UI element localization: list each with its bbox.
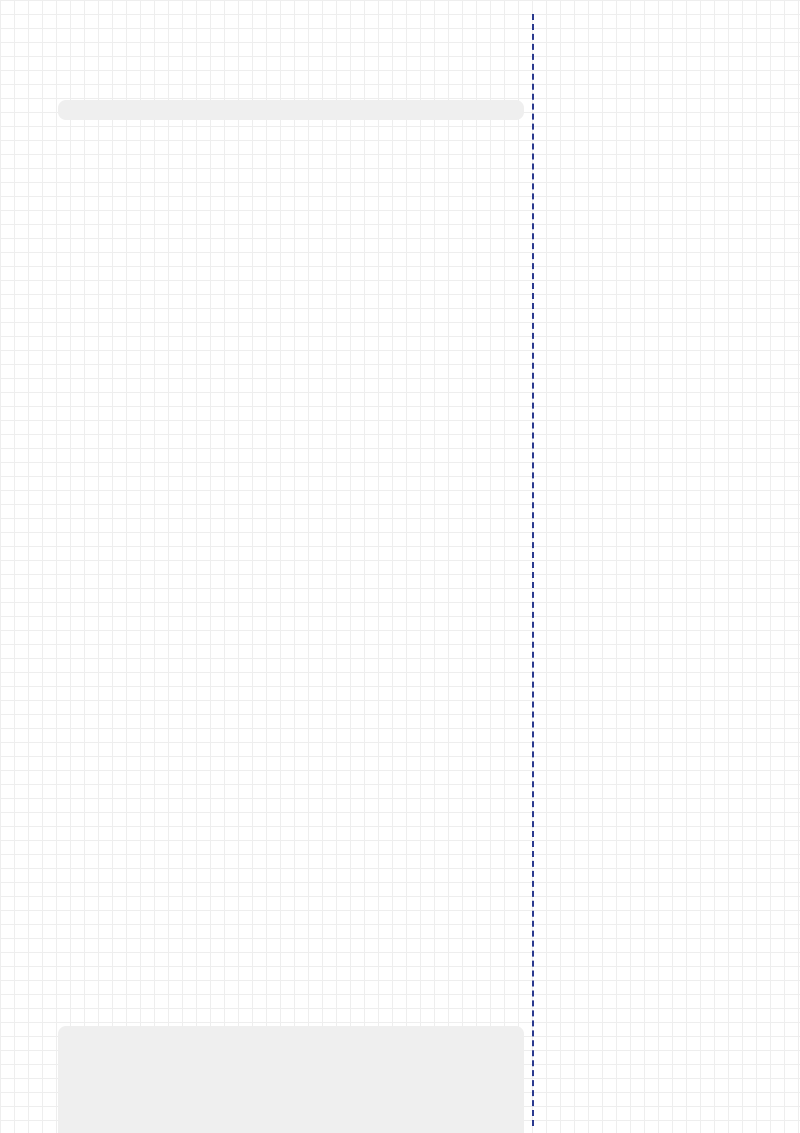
translation-note-2: [58, 1026, 524, 1133]
translation-note-1: [58, 100, 524, 120]
passage-column: [30, 20, 525, 1133]
column-divider: [532, 14, 534, 1126]
